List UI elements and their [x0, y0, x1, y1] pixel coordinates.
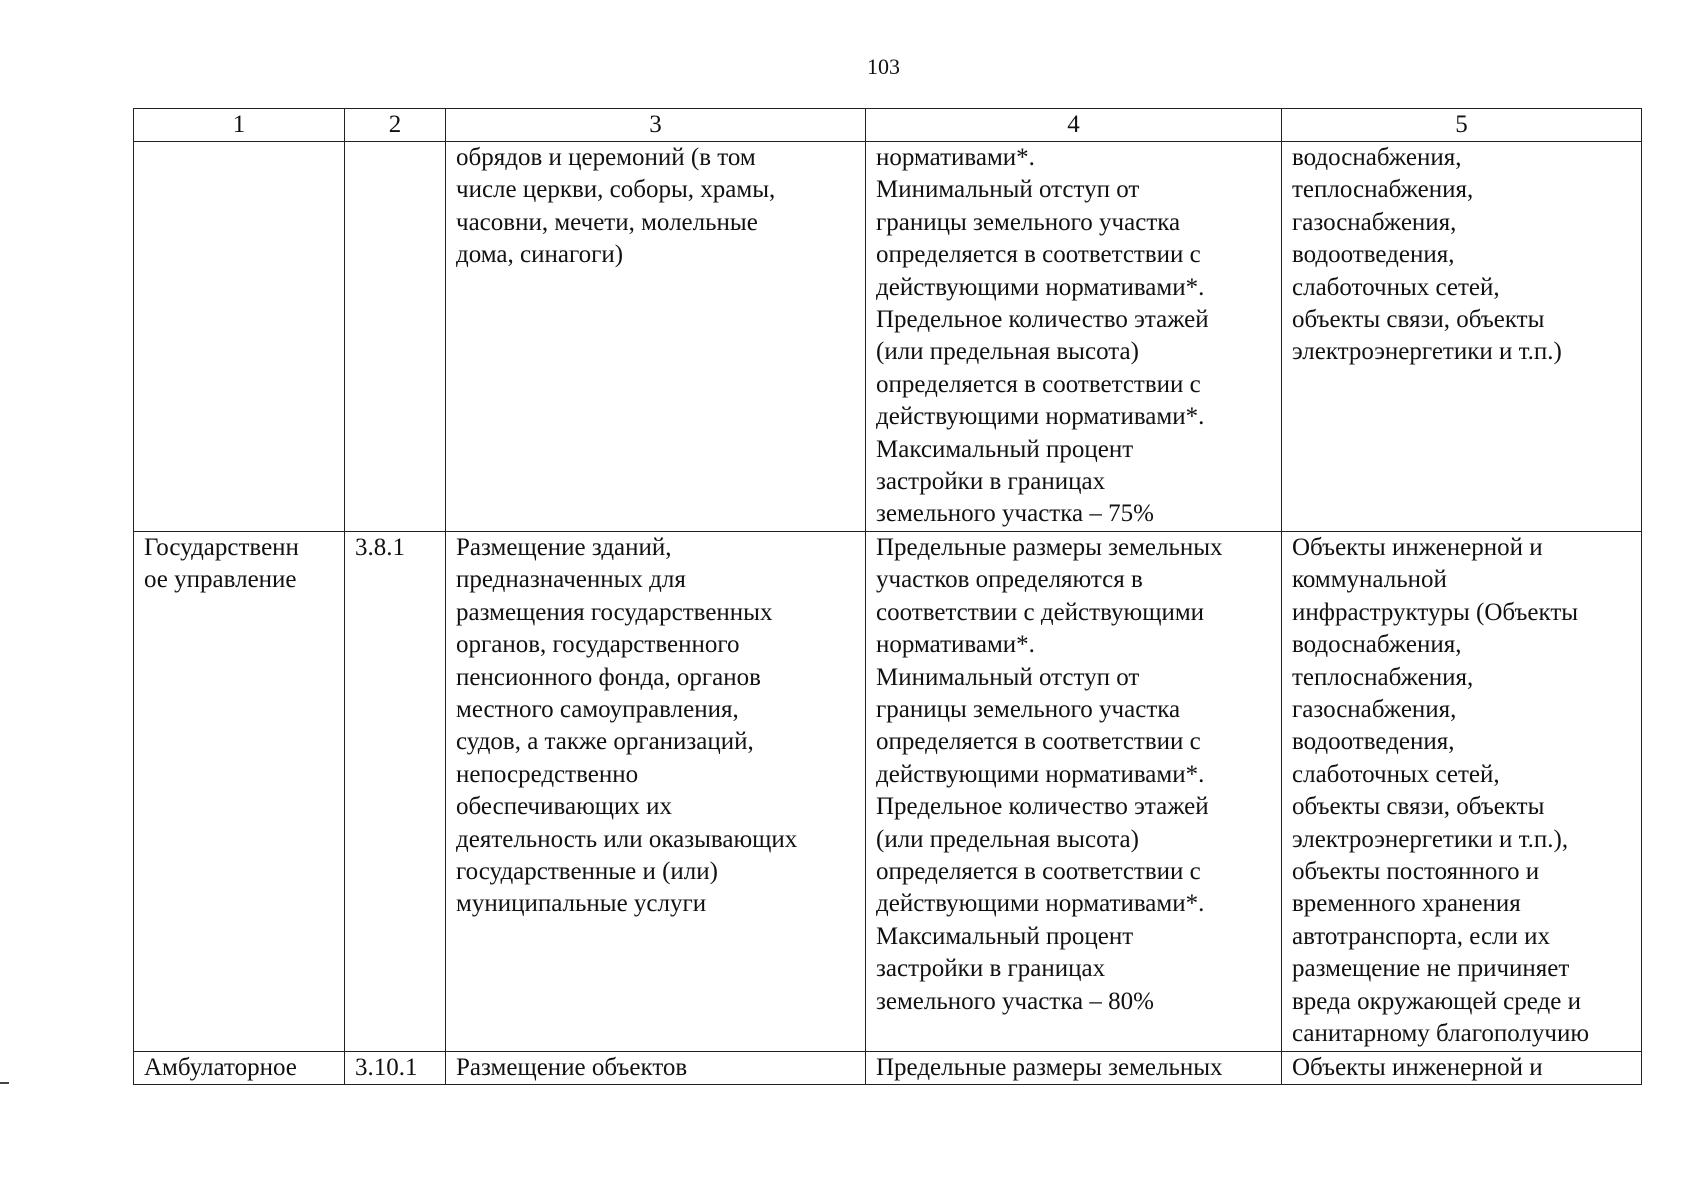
header-row — [134, 109, 1642, 142]
text-line: водоснабжения, — [1292, 144, 1462, 171]
text-line: Государственн — [144, 534, 299, 561]
text-line: определяется в соответствии с — [876, 858, 1201, 886]
text-line: временного хранения — [1292, 890, 1521, 918]
text-line: объекты связи, объекты — [1292, 306, 1545, 334]
text-line: границы земельного участка — [876, 696, 1181, 724]
table-row — [134, 532, 1642, 1052]
text-line: обеспечивающих их — [456, 793, 673, 821]
cell-parameters — [866, 532, 1282, 1052]
text-line: государственные и (или) — [456, 858, 718, 886]
text-line: водоснабжения, — [1292, 631, 1462, 659]
text-line: действующими нормативами*. — [876, 760, 1205, 788]
text-line: водоотведения, — [1292, 728, 1455, 756]
text-line: обрядов и церемоний (в том — [456, 144, 756, 171]
text-line: Минимальный отступ от — [876, 663, 1140, 691]
table-row — [134, 142, 1642, 532]
text-line: коммунальной — [1292, 566, 1447, 594]
text-line: соответствии с действующими — [876, 598, 1205, 626]
text-line: определяется в соответствии с — [876, 241, 1201, 269]
text-line: нормативами*. — [876, 631, 1035, 659]
zoning-table — [133, 108, 1642, 1085]
cell-parameters — [866, 1051, 1282, 1084]
text-line: Размещение зданий, — [456, 534, 672, 561]
text-line: нормативами*. — [876, 144, 1035, 171]
text-line: муниципальные услуги — [456, 890, 707, 918]
cell-description — [446, 532, 866, 1052]
text-line: земельного участка – 80% — [876, 987, 1154, 1015]
text-line: определяется в соответствии с — [876, 728, 1201, 756]
text-line: земельного участка – 75% — [876, 500, 1154, 528]
cell-auxiliary-uses — [1282, 1051, 1642, 1084]
text-line: санитарному благополучию — [1292, 1020, 1590, 1048]
header-cell-3: 3 — [446, 109, 866, 142]
text-line: ое управление — [144, 566, 297, 594]
text-line: числе церкви, соборы, храмы, — [456, 176, 776, 204]
text-line: слаботочных сетей, — [1292, 273, 1500, 301]
text-line: дома, синагоги) — [456, 241, 624, 269]
text-line: Объекты инженерной и — [1292, 1053, 1543, 1081]
text-line: предназначенных для — [456, 566, 686, 594]
text-line: Максимальный процент — [876, 922, 1134, 950]
text-line: границы земельного участка — [876, 208, 1181, 236]
text-line: застройки в границах — [876, 468, 1106, 496]
cell-code: 3.8.1 — [345, 532, 446, 1052]
text-line: действующими нормативами*. — [876, 403, 1205, 431]
text-line: непосредственно — [456, 760, 639, 788]
text-line: действующими нормативами*. — [876, 890, 1205, 918]
text-line: застройки в границах — [876, 955, 1106, 983]
text-line: объекты постоянного и — [1292, 858, 1540, 886]
text-line: Объекты инженерной и — [1292, 534, 1543, 561]
text-line: судов, а также организаций, — [456, 728, 754, 756]
cell-auxiliary-uses — [1282, 142, 1642, 532]
text-line: действующими нормативами*. — [876, 273, 1205, 301]
text-line: слаботочных сетей, — [1292, 760, 1500, 788]
text-line: участков определяются в — [876, 566, 1143, 594]
header-cell-4: 4 — [866, 109, 1282, 142]
edge-mark — [0, 1082, 9, 1084]
cell-use-name — [134, 142, 345, 532]
cell-parameters — [866, 142, 1282, 532]
cell-code — [345, 142, 446, 532]
cell-description — [446, 1051, 866, 1084]
text-line: органов, государственного — [456, 631, 740, 659]
text-line: Амбулаторное — [144, 1053, 297, 1081]
cell-use-name — [134, 1051, 345, 1084]
text-line: Предельные размеры земельных — [876, 1053, 1223, 1081]
header-cell-5: 5 — [1282, 109, 1642, 142]
table-row — [134, 1051, 1642, 1084]
page-number: 103 — [867, 54, 900, 79]
text-line: электроэнергетики и т.п.) — [1292, 338, 1562, 366]
text-line: газоснабжения, — [1292, 208, 1457, 236]
text-line: определяется в соответствии с — [876, 370, 1201, 398]
text-line: местного самоуправления, — [456, 696, 739, 724]
text-line: часовни, мечети, молельные — [456, 208, 758, 236]
cell-use-name — [134, 532, 345, 1052]
text-line: Максимальный процент — [876, 435, 1134, 463]
header-cell-1: 1 — [134, 109, 345, 142]
cell-description — [446, 142, 866, 532]
text-line: Минимальный отступ от — [876, 176, 1140, 204]
text-line: (или предельная высота) — [876, 825, 1139, 853]
text-line: размещение не причиняет — [1292, 955, 1570, 983]
text-line: Предельное количество этажей — [876, 793, 1209, 821]
text-line: инфраструктуры (Объекты — [1292, 598, 1579, 626]
text-line: размещения государственных — [456, 598, 773, 626]
text-line: Предельные размеры земельных — [876, 534, 1223, 561]
text-line: газоснабжения, — [1292, 696, 1457, 724]
cell-code: 3.10.1 — [345, 1051, 446, 1084]
cell-auxiliary-uses — [1282, 532, 1642, 1052]
text-line: деятельность или оказывающих — [456, 825, 798, 853]
text-line: теплоснабжения, — [1292, 663, 1474, 691]
text-line: электроэнергетики и т.п.), — [1292, 825, 1569, 853]
text-line: Размещение объектов — [456, 1053, 688, 1081]
text-line: Предельное количество этажей — [876, 306, 1209, 334]
text-line: вреда окружающей среде и — [1292, 987, 1581, 1015]
text-line: автотранспорта, если их — [1292, 922, 1551, 950]
text-line: пенсионного фонда, органов — [456, 663, 761, 691]
text-line: объекты связи, объекты — [1292, 793, 1545, 821]
text-line: водоотведения, — [1292, 241, 1455, 269]
text-line: (или предельная высота) — [876, 338, 1139, 366]
header-cell-2: 2 — [345, 109, 446, 142]
text-line: теплоснабжения, — [1292, 176, 1474, 204]
